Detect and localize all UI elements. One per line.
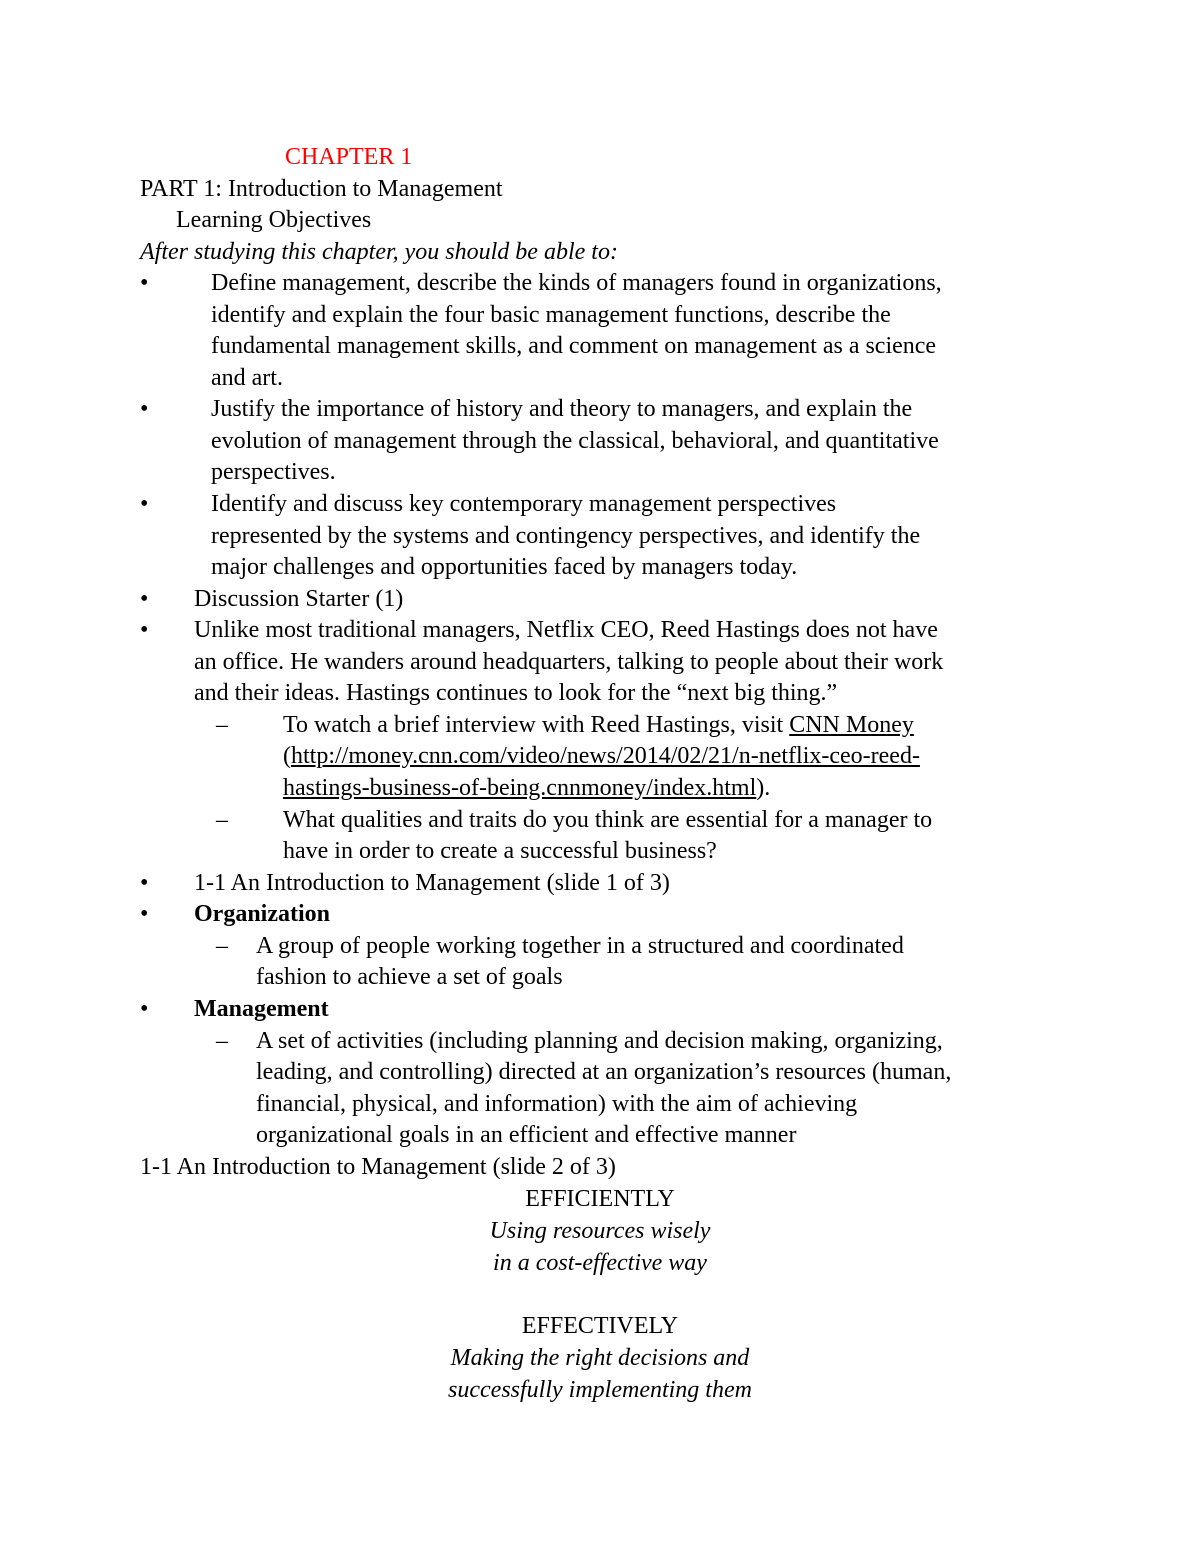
url-close-paren: ).: [756, 775, 771, 801]
discussion-starter: Discussion Starter (1): [194, 586, 404, 612]
objective-3-line: Identify and discuss key contemporary management perspectives: [211, 491, 837, 517]
efficiently-def-line: Using resources wisely: [489, 1218, 711, 1244]
objective-2-line: evolution of management through the classical, behavioral, and quantitative: [211, 428, 939, 454]
effectively-title: EFFECTIVELY: [521, 1313, 679, 1339]
url-line: [283, 741, 920, 772]
dash-icon: –: [216, 933, 228, 959]
objectives-intro: After studying this chapter, you should be able to:: [140, 239, 618, 265]
bullet-icon: •: [140, 996, 149, 1022]
dash-icon: –: [216, 1028, 228, 1054]
qualities-line: have in order to create a successful business?: [283, 838, 717, 864]
watch-line: [283, 710, 914, 741]
bullet-icon: •: [140, 617, 149, 643]
cnn-url-link[interactable]: http://money.cnn.com/video/news/2014/02/21/n-netflix-ceo-reed-: [291, 743, 920, 769]
chapter-title: CHAPTER 1: [285, 144, 413, 170]
objective-3-line: represented by the systems and contingency perspectives, and identify the: [211, 523, 921, 549]
dash-icon: –: [216, 807, 228, 833]
objective-1-line: and art.: [211, 365, 283, 391]
netflix-line: Unlike most traditional managers, Netflix CEO, Reed Hastings does not have: [194, 617, 938, 643]
bullet-icon: •: [140, 870, 149, 896]
bullet-icon: •: [140, 901, 149, 927]
url-line: [283, 773, 770, 804]
url-open-paren: (: [283, 743, 291, 769]
objective-3-line: major challenges and opportunities faced by managers today.: [211, 554, 798, 580]
objective-2-line: perspectives.: [211, 459, 336, 485]
bullet-icon: •: [140, 491, 149, 517]
netflix-line: and their ideas. Hastings continues to look for the “next big thing.”: [194, 680, 838, 706]
part-title: PART 1: Introduction to Management: [140, 176, 503, 202]
slide-2-heading: 1-1 An Introduction to Management (slide 2 of 3): [140, 1154, 616, 1180]
management-term: Management: [194, 996, 329, 1022]
bullet-icon: •: [140, 270, 149, 296]
management-def-line: organizational goals in an efficient and effective manner: [256, 1122, 797, 1148]
efficiently-def-line: in a cost-effective way: [493, 1250, 707, 1276]
dash-icon: –: [216, 712, 228, 738]
netflix-line: an office. He wanders around headquarters, talking to people about their work: [194, 649, 944, 675]
objective-1-line: identify and explain the four basic management functions, describe the: [211, 302, 891, 328]
slide-1-heading: 1-1 An Introduction to Management (slide 1 of 3): [194, 870, 670, 896]
organization-def-line: fashion to achieve a set of goals: [256, 964, 563, 990]
qualities-line: What qualities and traits do you think are essential for a manager to: [283, 807, 933, 833]
objective-1-line: Define management, describe the kinds of managers found in organizations,: [211, 270, 942, 296]
management-def-line: financial, physical, and information) with the aim of achieving: [256, 1091, 858, 1117]
efficiently-title: EFFICIENTLY: [525, 1186, 675, 1212]
objective-1-line: fundamental management skills, and comment on management as a science: [211, 333, 937, 359]
effectively-def-line: Making the right decisions and: [450, 1345, 750, 1371]
cnn-money-link[interactable]: CNN Money: [789, 712, 914, 738]
effectively-def-line: successfully implementing them: [448, 1377, 752, 1403]
organization-term: Organization: [194, 901, 330, 927]
cnn-url-link[interactable]: hastings-business-of-being.cnnmoney/index.html: [283, 775, 757, 801]
organization-def-line: A group of people working together in a structured and coordinated: [256, 933, 904, 959]
objectives-heading: Learning Objectives: [176, 207, 372, 233]
management-def-line: leading, and controlling) directed at an organization’s resources (human,: [256, 1059, 952, 1085]
management-def-line: A set of activities (including planning and decision making, organizing,: [256, 1028, 943, 1054]
watch-prefix: To watch a brief interview with Reed Hastings, visit: [283, 712, 790, 738]
bullet-icon: •: [140, 586, 149, 612]
objective-2-line: Justify the importance of history and theory to managers, and explain the: [211, 396, 913, 422]
bullet-icon: •: [140, 396, 149, 422]
